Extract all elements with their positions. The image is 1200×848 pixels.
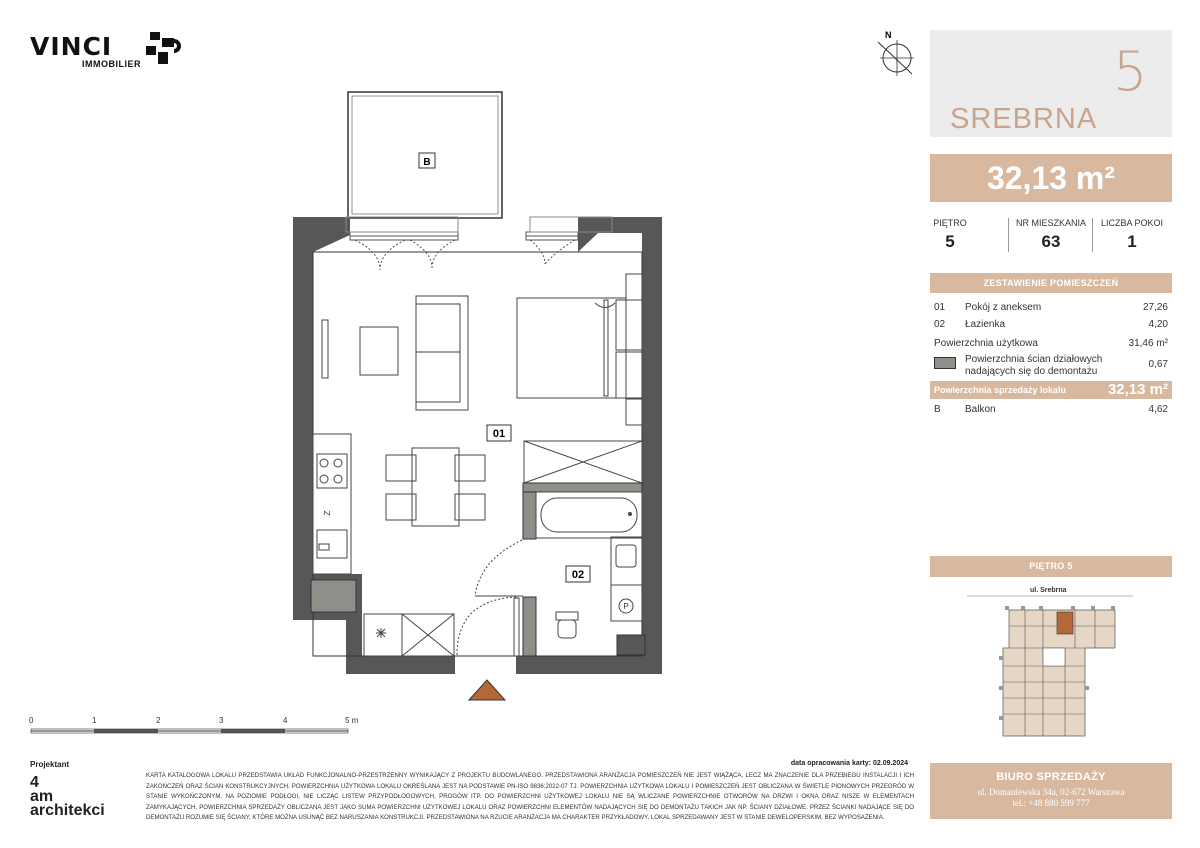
architect-line: 4 <box>30 774 39 791</box>
compass-north: N <box>885 30 892 40</box>
architect-line: architekci <box>30 802 105 819</box>
balcony-no: B <box>934 404 941 415</box>
balcony-area: 4,62 <box>1148 404 1168 415</box>
room-row <box>934 302 1168 316</box>
room-area: 27,26 <box>1142 302 1168 313</box>
entrance-arrow-icon <box>469 680 505 700</box>
usable-area-row <box>934 338 1168 352</box>
date-label: data opracowania karty: 02.09.2024 <box>790 760 908 767</box>
room-no: 02 <box>934 319 946 330</box>
room-label-02 <box>566 566 590 582</box>
room-name: Łazienka <box>965 319 1006 330</box>
stat-rooms-value: 1 <box>1127 232 1137 251</box>
appliance-box <box>311 580 356 612</box>
sale-area-bar <box>930 381 1172 399</box>
designer-label: Projektant <box>30 760 70 769</box>
scale-tick-3: 3 <box>219 716 224 725</box>
sale-area-label: Powierzchnia sprzedaży lokalu <box>934 385 1067 395</box>
boiler <box>611 585 642 621</box>
demolition-label: Powierzchnia ścian działowych nadających się do demontażu <box>965 354 1103 377</box>
wardrobe <box>524 441 642 483</box>
sofa <box>416 296 468 410</box>
scale-tick-5: 5 m <box>345 716 359 725</box>
windows <box>346 217 612 270</box>
scale-tick-4: 4 <box>283 716 288 725</box>
bathroom-door <box>475 540 523 596</box>
total-area: 32,13 m² <box>930 154 1172 202</box>
stat-apartment <box>1011 218 1091 252</box>
stat-apartment-value: 63 <box>1041 232 1061 251</box>
building-floor-plan <box>965 586 1137 756</box>
demolition-value: 0,67 <box>1148 359 1168 370</box>
bed <box>517 298 642 398</box>
rooms-title: ZESTAWIENIE POMIESZCZEŃ <box>930 273 1172 293</box>
floor-title: PIĘTRO 5 <box>930 556 1172 577</box>
scale-bar <box>31 729 348 733</box>
dining-table <box>386 448 485 526</box>
partition-swatch <box>934 357 956 369</box>
scale-tick-0: 0 <box>29 716 34 725</box>
compass-icon <box>878 30 914 76</box>
room-no: 01 <box>934 302 946 313</box>
room-row <box>934 319 1168 333</box>
stat-separator <box>1008 218 1009 252</box>
room-label-01 <box>487 425 511 441</box>
washbasin <box>611 537 642 585</box>
stat-floor <box>910 218 990 252</box>
entrance-cabinet <box>364 614 454 656</box>
stat-floor-value: 5 <box>945 232 955 251</box>
room-name: Pokój z aneksem <box>965 302 1042 313</box>
architect-logo <box>30 776 105 818</box>
room-area: 4,20 <box>1148 319 1168 330</box>
stat-apartment-label: NR MIESZKANIA <box>1015 218 1086 228</box>
balcony-name: Balkon <box>965 404 996 415</box>
sale-area-value: 32,13 m² <box>1107 381 1168 398</box>
sales-title: BIURO SPRZEDAŻY <box>996 771 1106 783</box>
architect-line: am <box>30 788 54 805</box>
toilet <box>556 612 578 638</box>
svg-text:01: 01 <box>492 428 506 440</box>
shaft <box>617 635 645 655</box>
stat-rooms <box>1092 218 1172 252</box>
usable-area-value: 31,46 m² <box>1128 338 1168 349</box>
logo-subtitle: IMMOBILIER <box>82 59 141 69</box>
unit-highlight <box>1057 612 1073 634</box>
street-label: ul. Srebrna <box>1030 587 1067 594</box>
disclaimer: KARTA KATALOGOWA LOKALU PRZEDSTAWIA UKŁAD FUNKCJONALNO-PRZESTRZENNY WYNIKAJĄCY Z PROJEKTU BUDOWLANEGO. PRZEDSTAWIONA ARANŻACJA POMIESZCZEŃ NIE JEST WIĄŻĄCA, LECZ MA ZNACZENIE DLA PRZEBIEGU INSTALACJI I ICH ZAKOŃCZEŃ ORAZ ŚCIAN KONSTRUKCYJNYCH. POWIERZCHNIA UŻYTKOWA LOKALU OKREŚLANA JEST NA PODSTAWIE PN-ISO 9836:2022-07 TJ. POWIERZCHNIA UŻYTKOWA LOKALU I POMIESZCZEŃ JEST OBLICZANA W ŚWIETLE PIONOWYCH PRZEGRÓD W STANIE WYKOŃCZONYM, NA POZIOMIE PODŁOGI, NIE LICZĄC LISTEW PRZYPODŁOGOWYCH, PROGÓW ITP. DO POWIERZCHNI UŻYTKOWEJ LOKALU NIE SĄ WLICZANE POWIERZCHNIE OTWORÓW NA DRZWI I OKNA ORAZ NISZE W ELEMENTACH ZAMYKAJĄCYCH. POWIERZCHNIA SPRZEDAŻY OBLICZANA JEST JAKO SUMA POWIERZCHNI UŻYTKOWEJ LOKALU ORAZ POWIERZCHNI ELEMENTÓW NADAJĄCYCH SIĘ DO DEMONTAŻU TAKICH JAK NP. ŚCIANY DZIAŁOWE. PRZEZ ŚCIANKI NADAJĄCE SIĘ DO DEMONTAŻU ROZUMIE SIĘ ŚCIANY, KTÓRE MOŻNA USUNĄĆ BEZ NARUSZANIA KONSTRUKCJI. PRZEDSTAWIONA NA RZUCIE ARANŻACJA MA CHARAKTER PRZYKŁADOWY, LOKAL SPRZEDAWANY JEST W STANIE DEWELOPERSKIM, BEZ WYPOSAŻENIA. <box>146 772 914 822</box>
bathtub <box>536 492 642 538</box>
usable-area-label: Powierzchnia użytkowa <box>934 338 1038 349</box>
scale-tick-2: 2 <box>156 716 161 725</box>
sales-address: ul. Domaniewska 34a, 02-672 Warszawa <box>977 787 1125 797</box>
sales-office <box>930 763 1172 819</box>
balcony-label: B <box>423 157 431 168</box>
balcony-row <box>934 404 1168 418</box>
scale-tick-1: 1 <box>92 716 97 725</box>
stat-floor-label: PIĘTRO <box>933 218 967 228</box>
stat-rooms-label: LICZBA POKOI <box>1100 218 1164 228</box>
room-outline <box>313 252 642 656</box>
brand-name: SREBRNA <box>950 103 1098 135</box>
entry-door <box>457 597 519 656</box>
boiler-label: P <box>623 602 629 611</box>
desk <box>360 327 398 375</box>
svg-text:02: 02 <box>571 569 585 581</box>
logo-wordmark: VINCI <box>30 32 113 61</box>
brand-number: 5 <box>1113 40 1148 103</box>
kitchen <box>313 320 351 574</box>
balcony <box>348 92 502 218</box>
fridge-label: Z <box>323 510 332 516</box>
sales-phone: tel.: +48 880 599 777 <box>1012 798 1090 808</box>
